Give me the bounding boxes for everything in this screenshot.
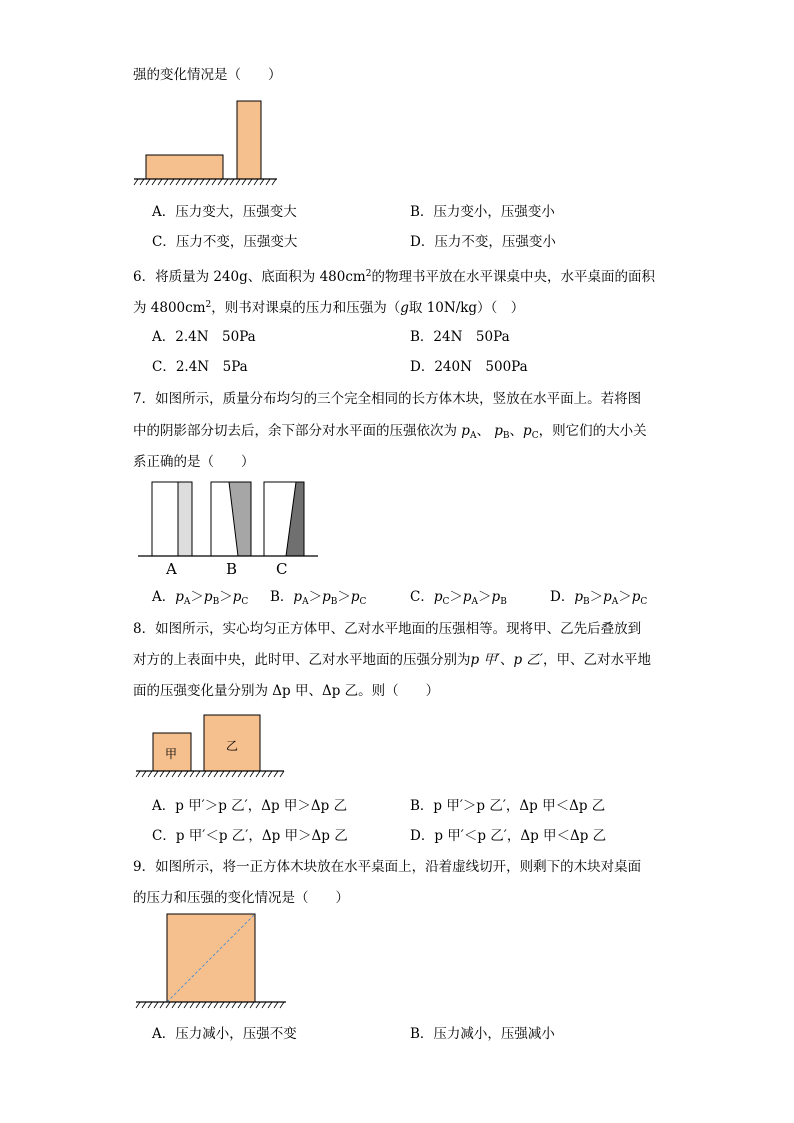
q5-flat-block [146, 155, 223, 179]
q7-fig-label-c: C [276, 560, 288, 578]
q7-stem-line3: 系正确的是（ ） [133, 454, 255, 470]
q7-stem-line2: 中的阴影部分切去后，余下部分对水平面的压强依次为 $p_A$、 $p_B$、$p_C$，则它们的大小关 [133, 423, 647, 441]
q7-fig-label-a: A [166, 560, 177, 578]
q8-ground-hatch [136, 771, 284, 777]
q6-stem-line2: 为 $4800cm^2$，则书对课桌的压力和压强为（g取 10N/kg）（ ） [133, 300, 525, 316]
q5-option-c: C．压力不变，压强变大 [152, 234, 298, 250]
q8-fig-label-jia: 甲 [165, 747, 178, 761]
q9-stem-line2: 的压力和压强的变化情况是（ ） [133, 890, 349, 906]
q6-option-d: D．240N 500Pa [410, 359, 528, 375]
q7-option-d: D．$p_B>p_A>p_C$ [550, 589, 648, 607]
q8-option-a: A．p 甲′＞p 乙′，Δp 甲＞Δp 乙 [152, 798, 348, 814]
q6-option-a: A．2.4N 50Pa [152, 329, 256, 345]
q5-option-a: A．压力变大，压强变大 [152, 204, 297, 220]
q8-option-c: C．p 甲′＜p 乙′，Δp 甲＞Δp 乙 [152, 828, 348, 844]
q5-upright-block [237, 101, 261, 179]
q8-stem-line1: 8．如图所示，实心均匀正方体甲、乙对水平地面的压强相等。现将甲、乙先后叠放到 [133, 621, 642, 637]
q9-option-a: A．压力减小，压强不变 [152, 1026, 297, 1042]
q7-figure [136, 478, 336, 578]
q9-ground-hatch [136, 1002, 284, 1008]
q8-fig-label-yi: 乙 [226, 739, 239, 753]
q5-figure [130, 97, 290, 192]
q8-stem-line2: 对方的上表面中央，此时甲、乙对水平地面的压强分别为p 甲′、p 乙′，甲、乙对水平地 [133, 652, 651, 668]
q5-option-d: D．压力不变，压强变小 [410, 234, 556, 250]
q5-stem: 强的变化情况是（ ） [133, 67, 282, 83]
q9-figure [132, 910, 302, 1020]
q7-block-a-shade [178, 482, 192, 556]
q7-option-a: A．$p_A>p_B>p_C$ [152, 589, 249, 607]
q5-option-b: B．压力变小，压强变小 [410, 204, 555, 220]
q8-figure [132, 710, 292, 790]
q8-stem-line3: 面的压强变化量分别为 Δp 甲、Δp 乙。则（ ） [133, 683, 440, 699]
q9-stem-line1: 9．如图所示，将一正方体木块放在水平桌面上，沿着虚线切开，则剩下的木块对桌面 [133, 859, 642, 875]
q7-stem-line1: 7．如图所示，质量分布均匀的三个完全相同的长方体木块，竖放在水平面上。若将图 [133, 391, 642, 407]
q8-option-d: D．p 甲′＜p 乙′，Δp 甲＜Δp 乙 [410, 828, 607, 844]
q6-option-c: C．2.4N 5Pa [152, 359, 248, 375]
q7-option-b: B．$p_A>p_B>p_C$ [270, 589, 367, 607]
q7-fig-label-b: B [226, 560, 238, 578]
q6-stem-line1: 6．将质量为 240g、底面积为 $480cm^2$的物理书平放在水平课桌中央，水平桌面的面积 [133, 269, 655, 285]
q5-ground-hatch [134, 179, 276, 185]
q7-option-c: C．$p_C>p_A>p_B$ [410, 589, 507, 607]
q8-option-b: B．p 甲′＞p 乙′，Δp 甲＜Δp 乙 [410, 798, 606, 814]
q9-option-b: B．压力减小，压强减小 [410, 1026, 555, 1042]
q6-option-b: B．24N 50Pa [410, 329, 510, 345]
